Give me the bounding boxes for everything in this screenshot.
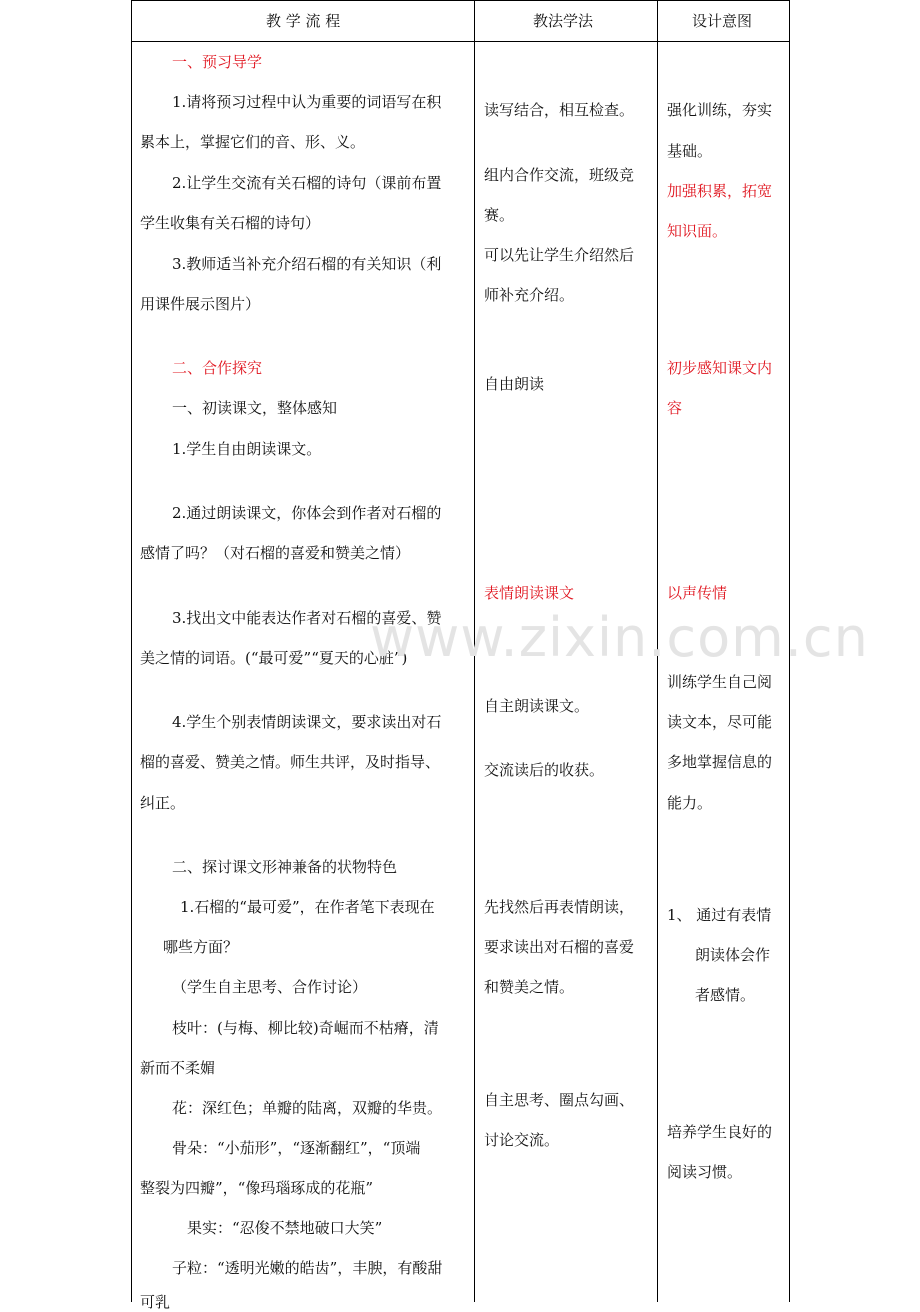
- intent-text: 阅读习惯。: [667, 1163, 743, 1181]
- text-line: 枝叶：(与梅、柳比较)奇崛而不枯瘠，清: [172, 1019, 439, 1037]
- text-line: 1.请将预习过程中认为重要的词语写在积: [172, 93, 442, 111]
- intent-text: 培养学生良好的: [667, 1123, 773, 1141]
- section-title-preview: 一、预习导学: [172, 53, 263, 71]
- text-line: 纠正。: [140, 794, 186, 812]
- text-line: 累本上，掌握它们的音、形、义。: [140, 133, 366, 151]
- text-line: 3.教师适当补充介绍石榴的有关知识（利: [172, 255, 442, 273]
- text-line: 果实：“忍俊不禁地破口大笑”: [187, 1219, 383, 1237]
- method-text: 讨论交流。: [484, 1131, 560, 1149]
- method-text: 要求读出对石榴的喜爱: [484, 938, 635, 956]
- text-line: 哪些方面？: [163, 938, 239, 956]
- text-line: 2.让学生交流有关石榴的诗句（课前布置: [172, 174, 442, 192]
- header-intent: 设计意图: [692, 12, 753, 30]
- text-line: 子粒：“透明光嫩的皓齿”，丰腴，有酸甜: [172, 1259, 443, 1277]
- text-line: 新而不柔媚: [140, 1059, 216, 1077]
- header-method: 教法学法: [533, 12, 594, 30]
- intent-text: 初步感知课文内: [667, 359, 773, 377]
- text-line: 感情了吗？（对石榴的喜爱和赞美之情）: [140, 544, 411, 562]
- intent-text: 训练学生自己阅: [667, 673, 773, 691]
- text-line: 美之情的词语。(“最可爱”“夏天的心脏”): [140, 649, 408, 667]
- text-line: 可乳: [140, 1293, 171, 1311]
- text-line: 用课件展示图片）: [140, 295, 261, 313]
- text-line: （学生自主思考、合作讨论）: [172, 978, 368, 996]
- text-line: 3.找出文中能表达作者对石榴的喜爱、赞: [172, 609, 442, 627]
- subheading: 一、初读课文，整体感知: [172, 399, 338, 417]
- intent-text: 以声传情: [667, 584, 728, 602]
- text-line: 花：深红色；单瓣的陆离，双瓣的华贵。: [172, 1099, 443, 1117]
- table-border-top: [131, 0, 790, 1]
- method-text: 自主思考、圈点勾画、: [484, 1091, 635, 1109]
- text-line: 骨朵：“小茄形”，“逐渐翻红”，“顶端: [172, 1139, 421, 1157]
- intent-text: 1、 通过有表情: [667, 906, 772, 924]
- method-text: 交流读后的收获。: [484, 761, 605, 779]
- text-line: 整裂为四瓣”，“像玛瑙琢成的花瓶”: [140, 1179, 374, 1197]
- method-text: 自由朗读: [484, 375, 545, 393]
- intent-text: 强化训练，夯实: [667, 101, 773, 119]
- intent-text: 基础。: [667, 142, 713, 160]
- intent-text: 容: [667, 399, 683, 417]
- method-text: 师补充介绍。: [484, 286, 575, 304]
- intent-text: 读文本，尽可能: [667, 713, 773, 731]
- intent-text: 者感情。: [695, 986, 756, 1004]
- method-text: 先找然后再表情朗读，: [484, 898, 635, 916]
- intent-text: 能力。: [667, 794, 713, 812]
- method-text: 读写结合，相互检查。: [484, 101, 635, 119]
- header-underline: [131, 41, 790, 42]
- watermark: www.zixin.com.cn: [370, 606, 869, 669]
- intent-text: 知识面。: [667, 222, 728, 240]
- intent-text: 多地掌握信息的: [667, 753, 773, 771]
- method-text: 表情朗读课文: [484, 584, 575, 602]
- method-text: 组内合作交流，班级竞: [484, 166, 635, 184]
- section-title-explore: 二、合作探究: [172, 359, 263, 377]
- text-line: 学生收集有关石榴的诗句）: [140, 214, 321, 232]
- method-text: 赛。: [484, 206, 515, 224]
- text-line: 1.石榴的“最可爱”，在作者笔下表现在: [180, 898, 435, 916]
- subheading: 二、探讨课文形神兼备的状物特色: [172, 858, 398, 876]
- method-text: 可以先让学生介绍然后: [484, 246, 635, 264]
- table-border-left: [131, 0, 132, 1302]
- intent-text: 朗读体会作: [695, 946, 771, 964]
- intent-text: 加强积累，拓宽: [667, 182, 773, 200]
- text-line: 1.学生自由朗读课文。: [172, 440, 322, 458]
- header-process: 教 学 流 程: [266, 12, 341, 30]
- text-line: 榴的喜爱、赞美之情。师生共评，及时指导、: [140, 753, 441, 771]
- method-text: 和赞美之情。: [484, 978, 575, 996]
- text-line: 2.通过朗读课文，你体会到作者对石榴的: [172, 504, 442, 522]
- text-line: 4.学生个别表情朗读课文，要求读出对石: [172, 713, 442, 731]
- method-text: 自主朗读课文。: [484, 697, 590, 715]
